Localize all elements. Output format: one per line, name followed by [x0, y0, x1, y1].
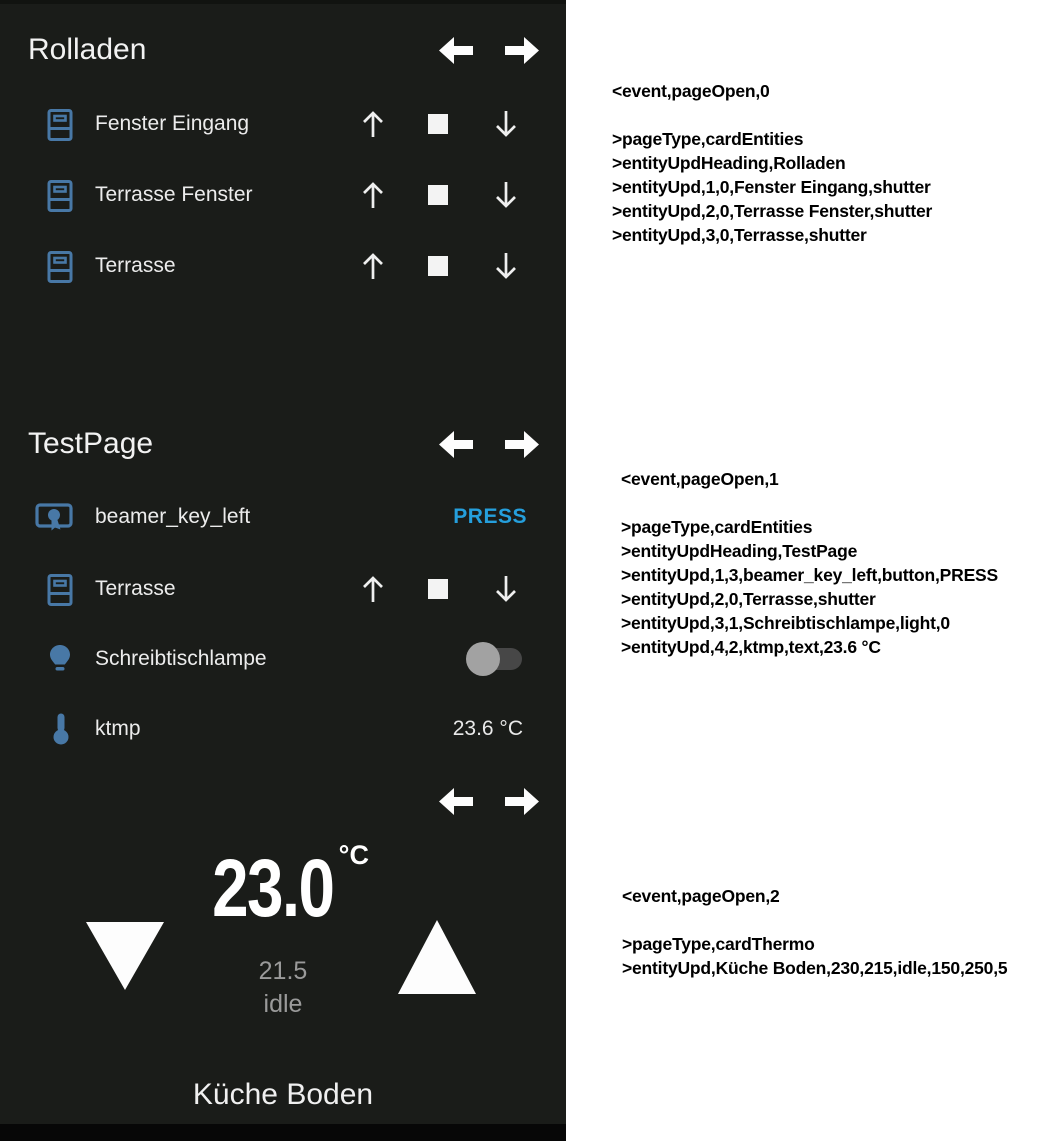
page-prev-arrow-icon[interactable] — [437, 786, 477, 817]
shutter-stop-button[interactable] — [428, 579, 448, 599]
page-next-arrow-icon[interactable] — [501, 429, 541, 460]
light-toggle-knob[interactable] — [466, 642, 500, 676]
protocol-line: >entityUpd,3,1,Schreibtischlampe,light,0 — [621, 613, 950, 633]
entity-label: Schreibtischlampe — [95, 647, 267, 670]
entity-label: ktmp — [95, 717, 141, 740]
shutter-down-button[interactable] — [492, 250, 520, 282]
entity-label: Fenster Eingang — [95, 112, 250, 135]
page-next-arrow-icon[interactable] — [501, 786, 541, 817]
shutter-stop-button[interactable] — [428, 185, 448, 205]
protocol-line: >pageType,cardEntities — [612, 129, 804, 149]
entity-label: beamer_key_left — [95, 505, 251, 528]
protocol-block-pageopen-1 — [621, 467, 998, 659]
shutter-stop-button[interactable] — [428, 256, 448, 276]
gesture-tap-button-icon — [34, 499, 74, 535]
shutter-up-button[interactable] — [359, 108, 387, 140]
shutter-icon — [44, 249, 76, 285]
page-prev-arrow-icon[interactable] — [437, 35, 477, 66]
protocol-line: <event,pageOpen,1 — [621, 469, 779, 489]
entity-label: Terrasse — [95, 577, 176, 600]
protocol-line: >entityUpd,2,0,Terrasse,shutter — [621, 589, 876, 609]
hvac-state: idle — [263, 990, 303, 1018]
protocol-line: >entityUpd,2,0,Terrasse Fenster,shutter — [612, 201, 933, 221]
current-temperature — [0, 840, 566, 934]
protocol-line: >entityUpd,1,3,beamer_key_left,button,PRESS — [621, 565, 998, 585]
protocol-block-pageopen-2 — [622, 884, 1007, 980]
shutter-icon — [44, 572, 76, 608]
lightbulb-icon — [45, 642, 75, 676]
shutter-stop-button[interactable] — [428, 114, 448, 134]
protocol-line: <event,pageOpen,2 — [622, 886, 780, 906]
page-next-arrow-icon[interactable] — [501, 35, 541, 66]
shutter-down-button[interactable] — [492, 179, 520, 211]
shutter-icon — [44, 107, 76, 143]
protocol-line: >entityUpd,1,0,Fenster Eingang,shutter — [612, 177, 931, 197]
shutter-down-button[interactable] — [492, 573, 520, 605]
panel-bottom-border — [0, 1124, 566, 1141]
entity-value-text: 23.6 °C — [452, 717, 523, 740]
protocol-line: >entityUpdHeading,Rolladen — [612, 153, 846, 173]
shutter-up-button[interactable] — [359, 250, 387, 282]
current-temperature-value: 23.0 — [212, 843, 334, 934]
shutter-icon — [44, 178, 76, 214]
temperature-unit: °C — [338, 840, 369, 870]
panel-top-border — [0, 0, 566, 4]
entity-label: Terrasse Fenster — [95, 183, 253, 206]
thermometer-icon — [48, 711, 74, 747]
card-heading: Rolladen — [28, 33, 147, 66]
entity-label: Terrasse — [95, 254, 176, 277]
card-heading: TestPage — [28, 427, 154, 460]
press-button[interactable]: PRESS — [453, 505, 527, 528]
shutter-up-button[interactable] — [359, 573, 387, 605]
protocol-line — [621, 491, 998, 515]
thermostat-name: Küche Boden — [192, 1078, 374, 1111]
protocol-line: >pageType,cardThermo — [622, 934, 815, 954]
protocol-line: >entityUpd,Küche Boden,230,215,idle,150,250,5 — [622, 958, 1008, 978]
protocol-line: >entityUpd,4,2,ktmp,text,23.6 °C — [621, 637, 881, 657]
protocol-block-pageopen-0 — [612, 79, 932, 247]
protocol-line: >entityUpdHeading,TestPage — [621, 541, 858, 561]
protocol-line — [622, 908, 1007, 932]
shutter-down-button[interactable] — [492, 108, 520, 140]
page-prev-arrow-icon[interactable] — [437, 429, 477, 460]
shutter-up-button[interactable] — [359, 179, 387, 211]
protocol-line: <event,pageOpen,0 — [612, 81, 770, 101]
setpoint-temperature: 21.5 — [258, 957, 308, 985]
protocol-line: >entityUpd,3,0,Terrasse,shutter — [612, 225, 867, 245]
protocol-line: >pageType,cardEntities — [621, 517, 813, 537]
protocol-line — [612, 103, 932, 127]
